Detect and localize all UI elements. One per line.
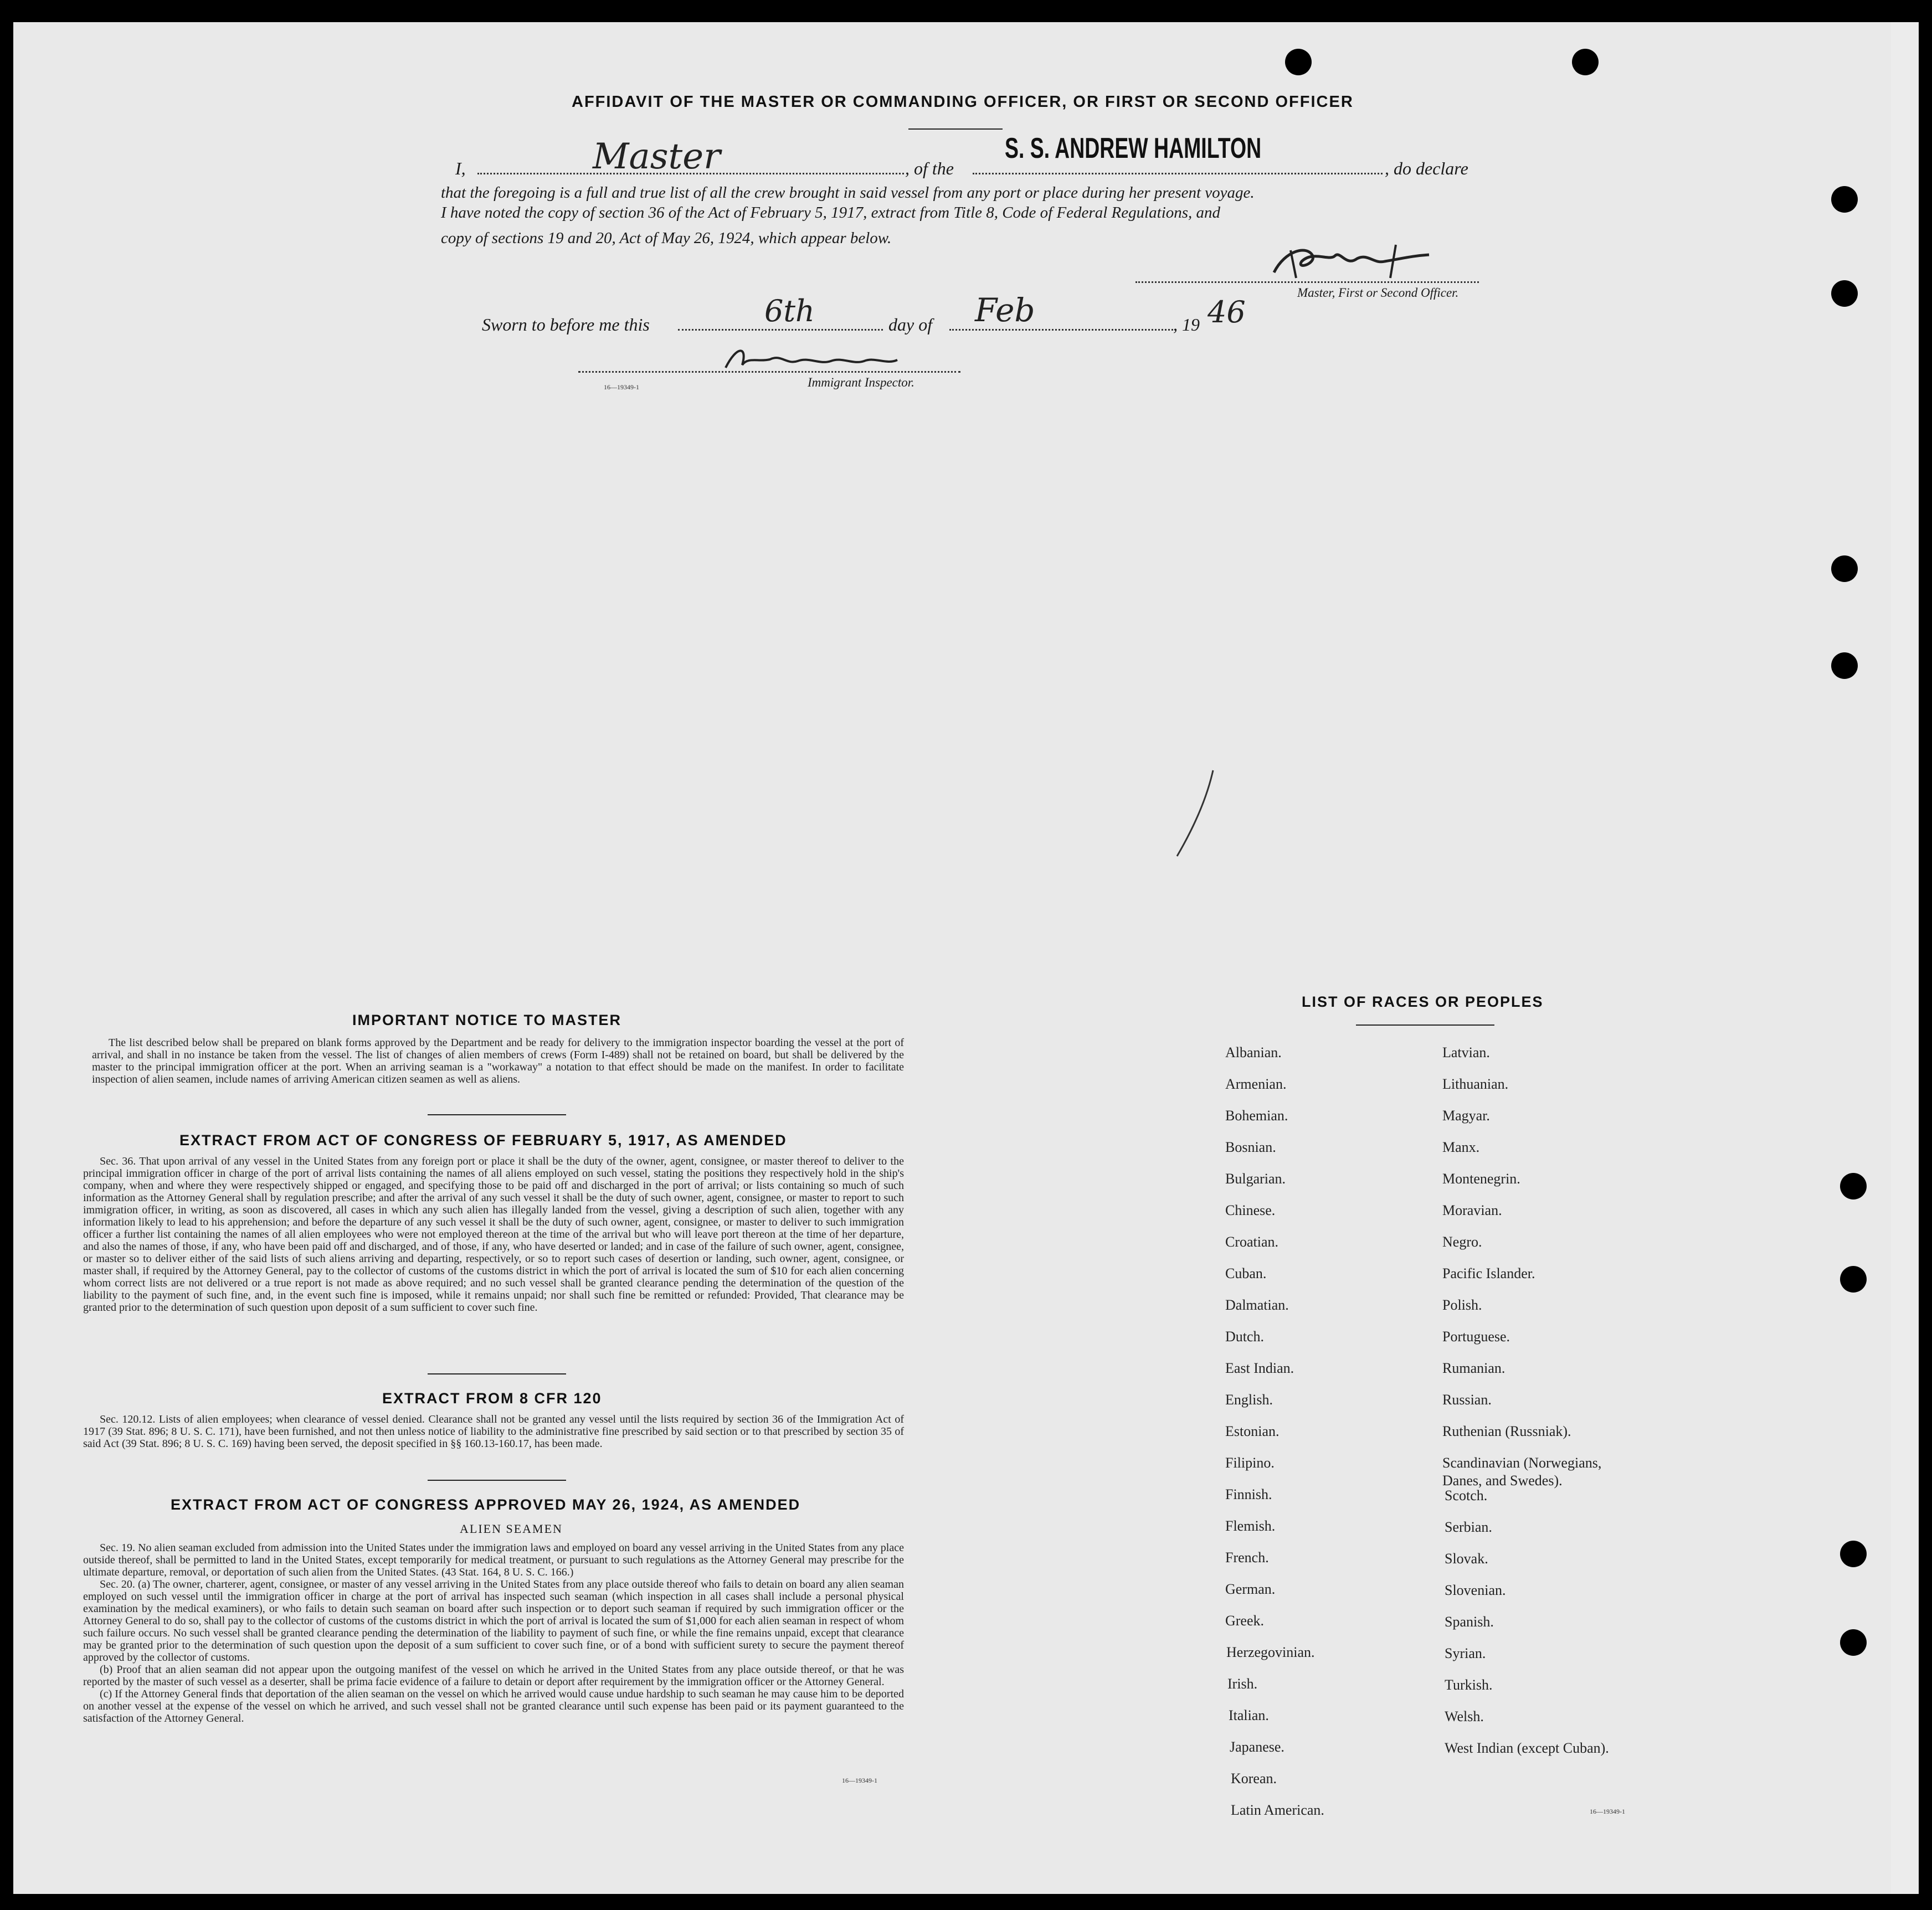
section-rule [428, 1114, 566, 1115]
section-120-paragraph: Sec. 120.12. Lists of alien employees; when clearance of vessel denied. Clearance shall not be granted any vessel until the lists required by section 36 of the Immigration Act of 1917 (39 Stat. 896; 8 U. S. C. 171), have been furnished, and not then unless notice of liability to the administrative fine prescribed by said section or to that prescribed by section 35 of said Act (39 Stat. 896; 8 U. S. C. 169) having been served, the deposit specified in §§ 160.13-160.17, has been made. [83, 1413, 904, 1450]
punch-hole [1831, 186, 1858, 213]
race-item: Russian. [1442, 1392, 1492, 1408]
race-item: Syrian. [1445, 1645, 1486, 1661]
race-item: Dutch. [1225, 1329, 1265, 1345]
race-item: Greek. [1225, 1613, 1265, 1629]
pencil-mark [1169, 768, 1219, 862]
day-of-label: day of [888, 315, 933, 334]
race-item: West Indian (except Cuban). [1445, 1740, 1609, 1756]
race-item: Bosnian. [1225, 1139, 1276, 1155]
race-item: Slovenian. [1445, 1582, 1506, 1598]
section-rule [428, 1480, 566, 1481]
punch-hole [1285, 49, 1312, 75]
name-value: Master [593, 136, 721, 177]
extract-cfr-title: EXTRACT FROM 8 CFR 120 [382, 1390, 602, 1407]
race-item: Ruthenian (Russniak). [1442, 1423, 1571, 1439]
race-item: Latin American. [1231, 1802, 1324, 1818]
alien-seamen-subtitle: ALIEN SEAMEN [460, 1522, 563, 1536]
race-item: East Indian. [1225, 1360, 1294, 1376]
race-item: Herzegovinian. [1226, 1644, 1315, 1660]
notice-title: IMPORTANT NOTICE TO MASTER [352, 1012, 621, 1028]
affidavit-title: AFFIDAVIT OF THE MASTER OR COMMANDING OFFICER, OR FIRST OR SECOND OFFICER [572, 93, 1354, 111]
race-item: Dalmatian. [1225, 1297, 1289, 1313]
do-declare-label: , do declare [1385, 158, 1468, 178]
master-signature-caption: Master, First or Second Officer. [1297, 286, 1459, 300]
race-item: Rumanian. [1442, 1360, 1505, 1376]
section-rule [428, 1373, 566, 1374]
race-item: Slovak. [1445, 1551, 1488, 1567]
race-item: Italian. [1229, 1707, 1269, 1723]
form-number: 16—19349-1 [604, 383, 639, 391]
inspector-signature-line [578, 361, 960, 373]
page-edge [1891, 22, 1919, 1894]
section-20b-paragraph: (b) Proof that an alien seaman did not appear upon the outgoing manifest of the vessel on which he arrived in the United States from any place outside thereof, or that he was reported by the master of such vessel as a deserter, shall be prima facie evidence of a failure to detain or deport after requirement by the immigration officer or the Attorney General. [83, 1664, 904, 1688]
race-item: French. [1225, 1549, 1269, 1566]
race-item: Finnish. [1225, 1486, 1272, 1502]
extract-1924-text [83, 1542, 904, 1724]
races-rule [1356, 1024, 1494, 1026]
year-value: 46 [1208, 295, 1246, 330]
title-rule [908, 128, 1003, 130]
race-item: Cuban. [1225, 1265, 1267, 1281]
punch-hole [1840, 1629, 1867, 1656]
punch-hole [1831, 555, 1858, 582]
inspector-caption: Immigrant Inspector. [808, 375, 914, 389]
race-item: English. [1225, 1392, 1273, 1408]
section-19-paragraph: Sec. 19. No alien seaman excluded from admission into the United States under the immigration laws and employed on board any vessel arriving in the United States from any place outside thereof, shall be permitted to land in the United States, except temporarily for medical treatment, or pursuant to such regulations as the Attorney General may prescribe for the ultimate departure, removal, or deportation of such alien from the United States. (43 Stat. 164, 8 U. S. C. 166.) [83, 1542, 904, 1578]
punch-hole [1840, 1541, 1867, 1567]
punch-hole [1572, 49, 1599, 75]
notice-paragraph: The list described below shall be prepared on blank forms approved by the Department and be ready for delivery to the immigration inspector boarding the vessel at the port of arrival, and shall in no instance be taken from the vessel. The list of changes of alien members of crews (Form I-489) shall not be retained on board, but shall be delivered by the master to the principal immigration officer at the port. When an arriving seaman is a "workaway" a notation to that effect should be made on the manifest. In order to facilitate inspection of alien seamen, include names of arriving American citizen seamen as well as aliens. [92, 1037, 904, 1085]
form-number: 16—19349-1 [1590, 1808, 1625, 1815]
race-item: Albanian. [1225, 1044, 1282, 1060]
affidavit-i: I, [455, 158, 466, 178]
race-item: Korean. [1231, 1770, 1277, 1787]
race-item: Welsh. [1445, 1708, 1484, 1724]
race-item: Flemish. [1225, 1518, 1276, 1534]
race-item: Lithuanian. [1442, 1076, 1509, 1092]
race-item: Latvian. [1442, 1044, 1490, 1060]
race-item: German. [1225, 1581, 1276, 1597]
race-item: Serbian. [1445, 1519, 1492, 1535]
day-value: 6th [764, 294, 815, 328]
race-item: Magyar. [1442, 1108, 1490, 1124]
sworn-label: Sworn to before me this [482, 315, 650, 334]
of-the-label: , of the [905, 158, 954, 178]
extract-cfr-text [83, 1413, 904, 1450]
vessel-name: S. S. ANDREW HAMILTON [1005, 132, 1262, 164]
races-title: LIST OF RACES OR PEOPLES [1302, 993, 1544, 1010]
race-item: Spanish. [1445, 1614, 1494, 1630]
month-value: Feb [975, 291, 1035, 329]
race-item: Montenegrin. [1442, 1171, 1520, 1187]
section-20c-paragraph: (c) If the Attorney General finds that deportation of the alien seaman on the vessel on which he arrived would cause undue hardship to such seaman he may cause him to be deported on another vessel at the expense of the vessel on which he arrived, and such vessel shall not be granted clearance until such expense has been paid or its payment guaranteed to the satisfaction of the Attorney General. [83, 1688, 904, 1724]
punch-hole [1840, 1266, 1867, 1293]
race-item: Armenian. [1225, 1076, 1287, 1092]
race-item: Scotch. [1445, 1487, 1488, 1504]
inspector-signature [720, 340, 919, 379]
race-item: Scandinavian (Norwegians, [1442, 1455, 1602, 1471]
race-item: Bohemian. [1225, 1108, 1288, 1124]
race-item: Negro. [1442, 1234, 1482, 1250]
race-item: Japanese. [1230, 1739, 1284, 1755]
race-item: Danes, and Swedes). [1442, 1473, 1563, 1489]
extract-1917-text [83, 1155, 904, 1314]
affidavit-line-3: I have noted the copy of section 36 of the Act of February 5, 1917, extract from Title 8, Code of Federal Regulations, and [441, 204, 1221, 222]
affidavit-line-2: that the foregoing is a full and true list of all the crew brought in said vessel from any port or place during her present voyage. [441, 184, 1255, 202]
notice-text [92, 1037, 904, 1085]
race-item: Portuguese. [1442, 1329, 1510, 1345]
punch-hole [1831, 652, 1858, 679]
race-item: Irish. [1227, 1676, 1258, 1692]
punch-hole [1840, 1173, 1867, 1199]
section-36-paragraph: Sec. 36. That upon arrival of any vessel in the United States from any foreign port or place it shall be the duty of the owner, agent, consignee, or master thereof to deliver to the principal immigration officer in charge of the port of arrival lists containing the names of all aliens employed on such vessel, stating the positions they respectively hold in the ship's company, when and where they were respectively shipped or engaged, and specifying those to be paid off and discharged in the port of arrival; or lists containing so much of such information as the Attorney General shall by regulation prescribe; and after the arrival of any such vessel it shall be the duty of such owner, agent, consignee, or master to report to such immigration officer, in writing, as soon as discovered, all cases in which any such alien has illegally landed from the vessel, giving a description of such alien, together with any information likely to lead to his apprehension; and before the departure of any such vessel it shall be the duty of such owner, agent, consignee, or master to deliver to such immigration officer a further list containing the names of all alien employees who were not employed thereon at the time of the arrival but who will leave port thereon at the time of her departure, and also the names of those, if any, who have been paid off and discharged, and of those, if any, who have deserted or landed; and in case of the failure of such owner, agent, consignee, or master so to deliver either of the said lists of such aliens arriving and departing, respectively, or so to report such cases of desertion or landing, such owner, agent, consignee, or master shall, if required by the Attorney General, pay to the collector of customs of the customs district in which the port of arrival is located the sum of $10 for each alien concerning whom correct lists are not delivered or a true report is not made as above required; and no such vessel shall be granted clearance pending the determination of the question of the liability to the payment of such fine, and, in the event such fine is imposed, while it remains unpaid; nor shall such fine be remitted or refunded: Provided, That clearance may be granted prior to the determination of such question upon deposit of a sum sufficient to cover such fine. [83, 1155, 904, 1314]
race-item: Bulgarian. [1225, 1171, 1286, 1187]
master-signature-line [1135, 261, 1479, 283]
extract-1917-title: EXTRACT FROM ACT OF CONGRESS OF FEBRUARY 5, 1917, AS AMENDED [179, 1132, 787, 1149]
section-20a-paragraph: Sec. 20. (a) The owner, charterer, agent, consignee, or master of any vessel arriving in the United States from any place outside thereof who fails to detain on board any alien seaman employed on such vessel until the immigration officer in charge at the port of arrival has inspected such seaman (which inspection in all cases shall include a personal physical examination by the medical examiners), or who fails to detain such seaman on board after such inspection or to deport such seaman if required by such immigration officer or the Attorney General to do so, shall pay to the collector of customs of the customs district in which the port of arrival is located the sum of $1,000 for each alien seaman in respect of whom such failure occurs. No such vessel shall be granted clearance pending the determination of the liability to payment of such fine, or while the fine remains unpaid, except that clearance may be granted prior to the determination of such question upon the deposit of a sum sufficient to cover such fine, or of a bond with sufficient surety to secure the payment thereof approved by the collector of customs. [83, 1578, 904, 1664]
race-item: Moravian. [1442, 1202, 1502, 1218]
race-item: Filipino. [1225, 1455, 1275, 1471]
extract-1924-title: EXTRACT FROM ACT OF CONGRESS APPROVED MAY 26, 1924, AS AMENDED [171, 1496, 801, 1513]
race-item: Pacific Islander. [1442, 1265, 1535, 1281]
punch-hole [1831, 280, 1858, 307]
race-item: Chinese. [1225, 1202, 1276, 1218]
affidavit-line-4: copy of sections 19 and 20, Act of May 26, 1924, which appear below. [441, 229, 892, 247]
race-item: Croatian. [1225, 1234, 1279, 1250]
year-prefix: , 19 [1173, 315, 1200, 334]
form-number: 16—19349-1 [842, 1777, 877, 1784]
race-item: Polish. [1442, 1297, 1482, 1313]
race-item: Manx. [1442, 1139, 1480, 1155]
race-item: Estonian. [1225, 1423, 1280, 1439]
race-item: Turkish. [1445, 1677, 1493, 1693]
